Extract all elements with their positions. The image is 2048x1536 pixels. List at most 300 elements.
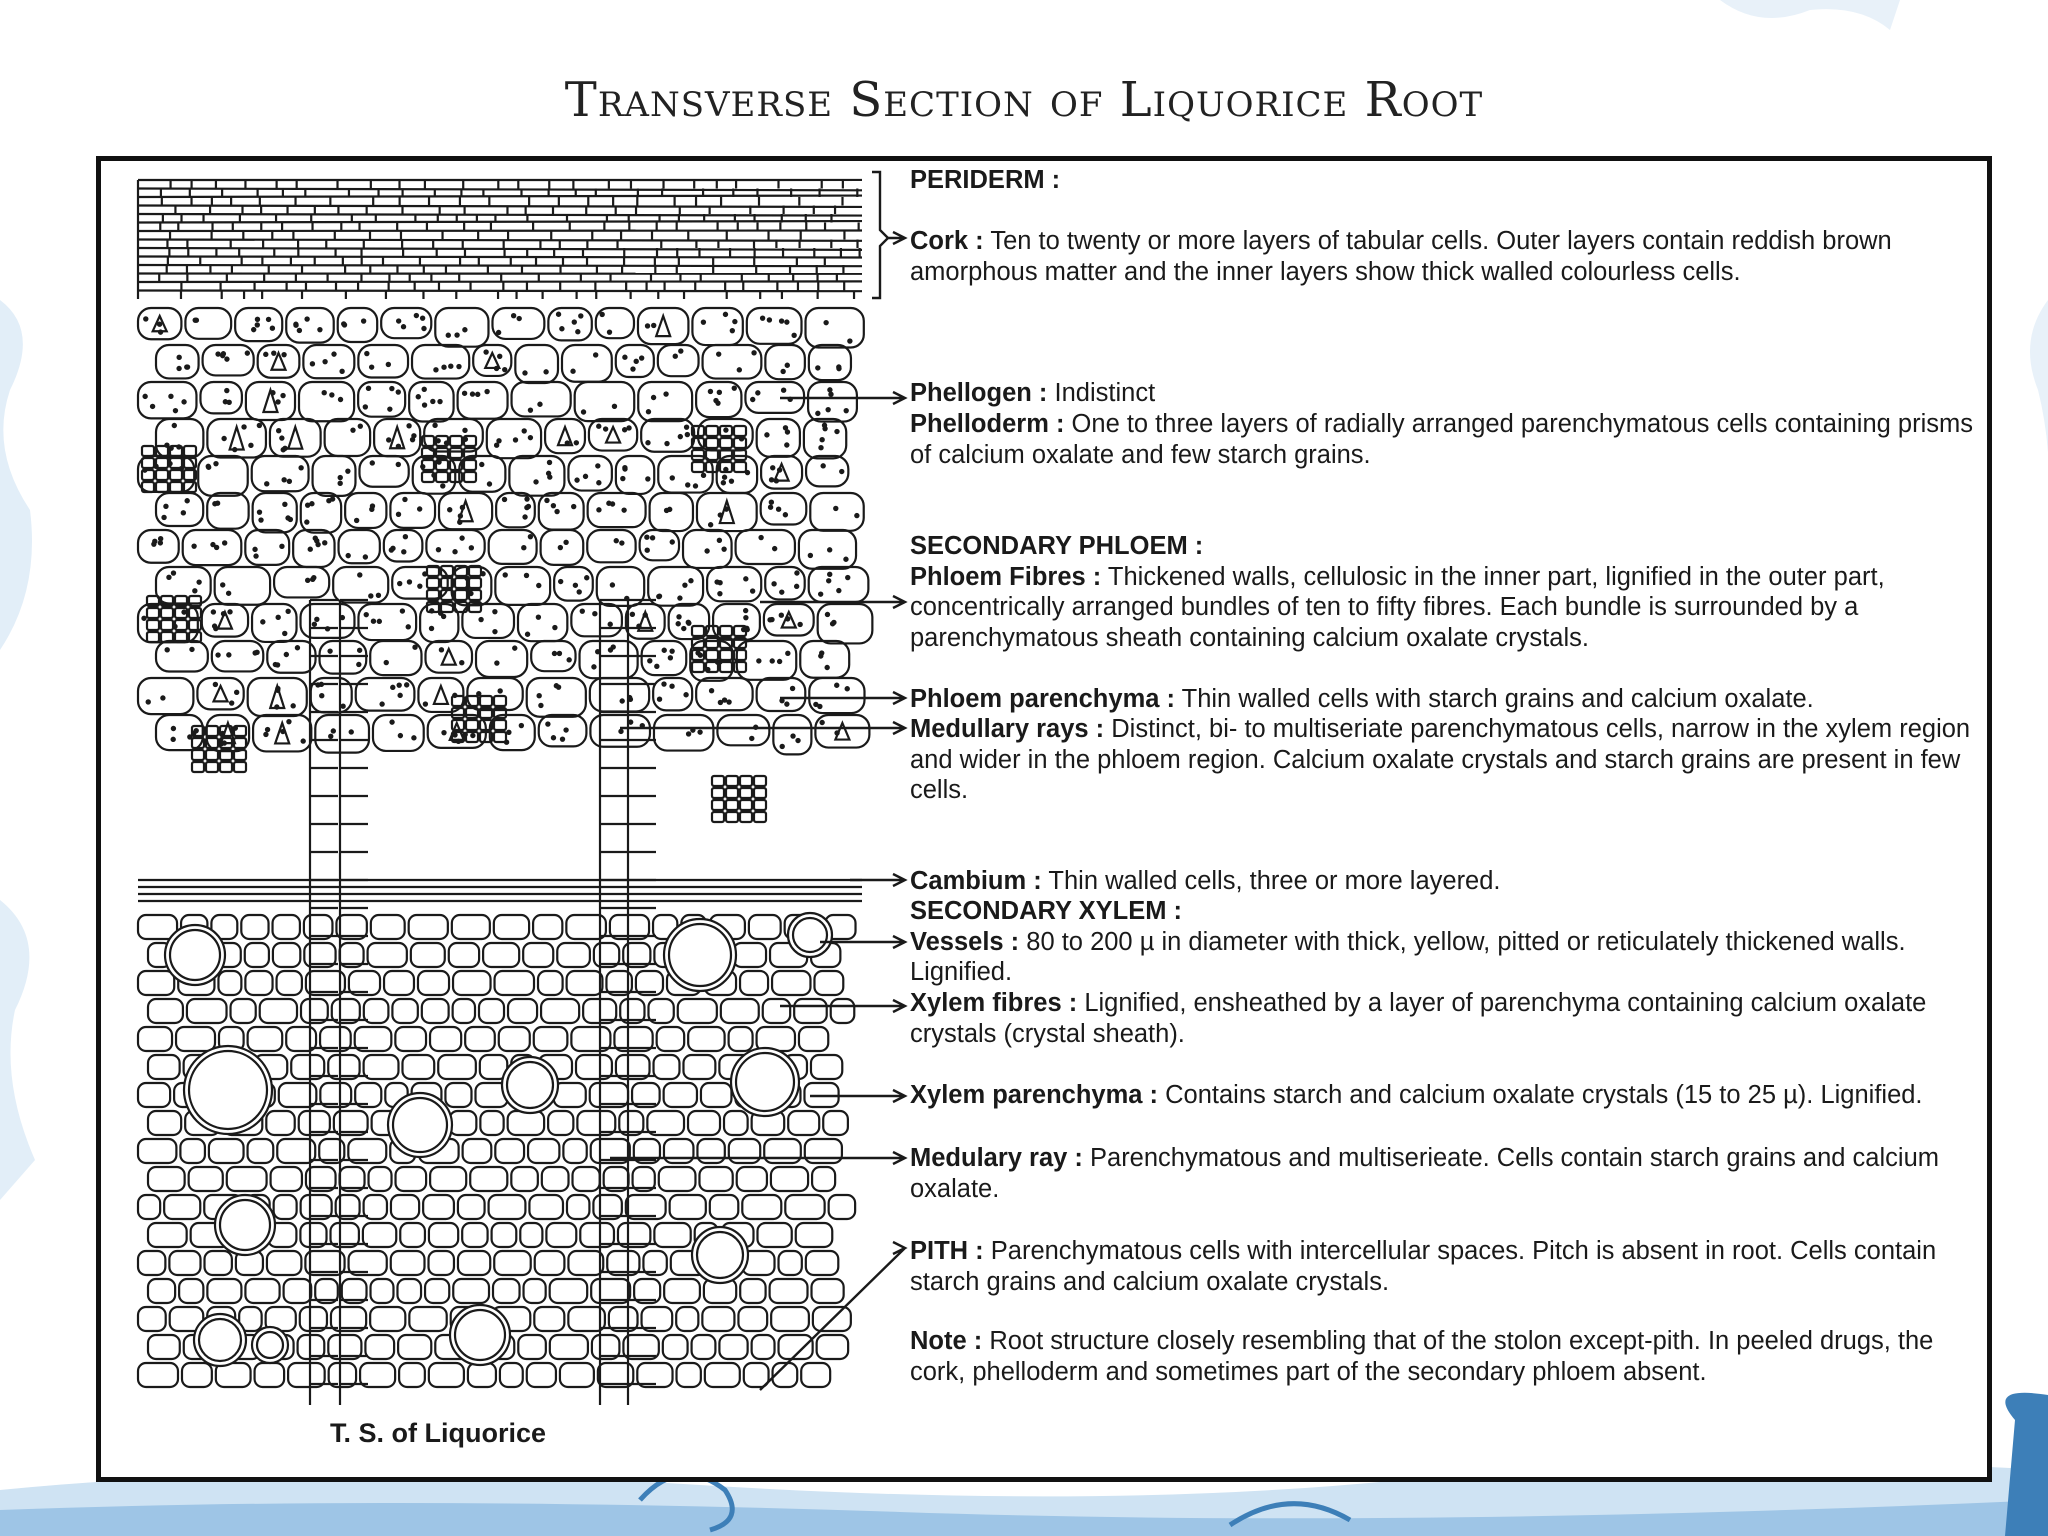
annotation-term: Medullary rays : [910, 715, 1105, 743]
starch-grain [387, 438, 390, 441]
xylem-cell [811, 1055, 842, 1079]
starch-grain [223, 437, 226, 440]
xylem-cell [231, 999, 256, 1023]
starch-grain [529, 409, 532, 412]
phloem-fibre [234, 762, 246, 772]
starch-grain [558, 652, 561, 655]
parenchyma-cell [809, 345, 851, 380]
parenchyma-cell [138, 382, 196, 418]
starch-grain [158, 323, 161, 326]
starch-grain [828, 573, 831, 576]
parenchyma-cell [313, 456, 356, 496]
starch-grain [434, 368, 437, 371]
xylem-cell [764, 1139, 801, 1163]
starch-grain [341, 370, 344, 373]
xylem-cell [449, 943, 479, 967]
starch-grain [421, 317, 424, 320]
starch-grain [669, 656, 672, 659]
starch-grain [597, 481, 600, 484]
phloem-fibre [754, 800, 766, 810]
xylem-cell [148, 1279, 175, 1303]
starch-grain [846, 576, 849, 579]
annotation-xylem-parenchyma [910, 1080, 1980, 1111]
starch-grain [686, 483, 689, 486]
cork-layer [138, 265, 862, 266]
parenchyma-cell [299, 382, 354, 421]
xylem-cell [227, 1167, 267, 1191]
starch-grain [331, 497, 334, 500]
parenchyma-cell [587, 530, 635, 562]
starch-grain [786, 364, 789, 367]
starch-grain [174, 409, 177, 412]
starch-grain [663, 649, 666, 652]
starch-grain [265, 482, 268, 485]
starch-grain [757, 659, 760, 662]
starch-grain [597, 425, 600, 428]
starch-grain [305, 520, 308, 523]
xylem-cell [654, 1055, 680, 1079]
annotation-term: Xylem fibres : [910, 989, 1078, 1017]
starch-grain [744, 577, 747, 580]
starch-grain [652, 324, 655, 327]
starch-grain [495, 444, 498, 447]
parenchyma-cell [315, 715, 369, 753]
annotation-term: Cork : [910, 227, 984, 255]
starch-grain [561, 738, 564, 741]
starch-grain [772, 582, 775, 585]
starch-grain [778, 660, 781, 663]
starch-grain [442, 615, 445, 618]
xylem-cell [702, 1307, 734, 1331]
xylem-cell [248, 1139, 274, 1163]
xylem-cell [494, 1251, 530, 1275]
starch-grain [777, 508, 780, 511]
medullary-rays-leader [620, 722, 905, 734]
cork-layer [138, 196, 862, 197]
annotation-term: Phelloderm : [910, 410, 1065, 438]
starch-grain [151, 405, 154, 408]
starch-grain [784, 513, 787, 516]
starch-grain [564, 728, 567, 731]
parenchyma-cell [425, 641, 472, 673]
starch-grain [302, 740, 305, 743]
starch-grain [405, 683, 408, 686]
starch-grain [283, 478, 286, 481]
xylem-vessel [664, 919, 736, 991]
xylem-cell [248, 1027, 283, 1051]
xylem-cell [688, 1111, 720, 1135]
starch-grain [339, 476, 342, 479]
phloem-fibre [142, 446, 154, 456]
starch-grain [786, 430, 789, 433]
xylem-cell [546, 1223, 576, 1247]
starch-grain [855, 514, 858, 517]
xylem-cell [205, 1251, 232, 1275]
xylem-vessel [692, 1227, 748, 1283]
parenchyma-cell [138, 456, 194, 492]
phloem-fibre [740, 800, 752, 810]
xylem-cell [721, 999, 759, 1023]
starch-grain [332, 729, 335, 732]
starch-grain [682, 627, 685, 630]
starch-grain [829, 393, 832, 396]
starch-grain [523, 429, 526, 432]
phloem-fibre [189, 620, 201, 630]
xylem-vessel [184, 1046, 272, 1134]
starch-grain [585, 576, 588, 579]
starch-grain [652, 396, 655, 399]
xylem-cell [814, 971, 843, 995]
starch-grain [471, 734, 474, 737]
xylem-cell [548, 1111, 573, 1135]
starch-grain [687, 732, 690, 735]
starch-grain [520, 724, 523, 727]
starch-grain [397, 463, 400, 466]
xylem-cell [508, 999, 537, 1023]
xylem-cell [409, 1307, 446, 1331]
parenchyma-cell [640, 530, 679, 560]
starch-grain [317, 543, 320, 546]
starch-grain [407, 625, 410, 628]
xylem-cell [418, 971, 449, 995]
xylem-cell [273, 943, 300, 967]
starch-grain [182, 400, 185, 403]
starch-grain [362, 319, 365, 322]
xylem-cell [740, 1279, 765, 1303]
starch-grain [164, 505, 167, 508]
starch-grain [664, 392, 667, 395]
starch-grain [261, 620, 264, 623]
starch-grain [142, 617, 145, 620]
annotation-cork [910, 226, 1980, 287]
starch-grain [780, 699, 783, 702]
parenchyma-cell [462, 604, 514, 638]
starch-grain [821, 438, 824, 441]
starch-grain [341, 705, 344, 708]
parenchyma-cell [156, 345, 199, 378]
annotation-text: Thin walled cells, three or more layered. [1048, 867, 1501, 895]
starch-grain [173, 424, 176, 427]
phloem-fibre [692, 462, 704, 472]
starch-grain [194, 319, 197, 322]
annotation-term: PITH : [910, 1237, 984, 1265]
parenchyma-cell [156, 641, 208, 672]
xylem-cell [138, 1027, 172, 1051]
starch-grain [623, 356, 626, 359]
starch-grain [495, 661, 498, 664]
starch-grain [646, 549, 649, 552]
starch-grain [597, 508, 600, 511]
xylem-cell [528, 1139, 559, 1163]
annotation-text: Contains starch and calcium oxalate crystals (15 to 25 µ). Lignified. [1165, 1081, 1923, 1109]
parenchyma-cell [274, 567, 329, 597]
xylem-cell [180, 1139, 205, 1163]
starch-grain [418, 507, 421, 510]
starch-grain [378, 620, 381, 623]
xylem-cell [563, 1139, 586, 1163]
xylem-cell [241, 915, 268, 939]
annotation-medulary-ray [910, 1143, 1980, 1204]
starch-grain [785, 443, 788, 446]
starch-grain [559, 546, 562, 549]
xylem-vessel [165, 925, 225, 985]
starch-grain [499, 689, 502, 692]
starch-grain [581, 610, 584, 613]
xylem-cell [817, 1335, 848, 1359]
parenchyma-cell [138, 678, 193, 714]
xylem-cell [425, 1279, 449, 1303]
calcium-oxalate-crystal [459, 501, 473, 521]
starch-grain [283, 632, 286, 635]
starch-grain [601, 313, 604, 316]
starch-grain [627, 426, 630, 429]
starch-grain [364, 405, 367, 408]
starch-grain [816, 366, 819, 369]
starch-grain [211, 543, 214, 546]
xylem-cell [148, 1055, 180, 1079]
starch-grain [457, 365, 460, 368]
starch-grain [274, 663, 277, 666]
starch-grain [312, 576, 315, 579]
xylem-cell [445, 1083, 471, 1107]
parenchyma-cell [358, 604, 416, 640]
starch-grain [503, 498, 506, 501]
calcium-oxalate-crystal [230, 427, 244, 450]
xylem-vessel [502, 1057, 558, 1113]
starch-grain [609, 648, 612, 651]
parenchyma-cell [757, 419, 800, 457]
starch-grain [523, 515, 526, 518]
starch-grain [216, 502, 219, 505]
xylem-cell [271, 1167, 302, 1191]
starch-grain [593, 612, 596, 615]
starch-grain [662, 682, 665, 685]
phloem-fibre [720, 650, 732, 660]
starch-grain [195, 729, 198, 732]
parenchyma-cell [200, 382, 241, 413]
xylem-cell [492, 1223, 517, 1247]
starch-grain [677, 615, 680, 618]
starch-grain [285, 653, 288, 656]
xylem-cell [772, 971, 810, 995]
starch-grain [671, 476, 674, 479]
starch-grain [207, 466, 210, 469]
xylem-cell [831, 999, 855, 1023]
parenchyma-cell [703, 345, 762, 379]
starch-grain [159, 541, 162, 544]
starch-grain [621, 477, 624, 480]
parenchyma-cell [736, 530, 795, 564]
phloem-fibre [754, 776, 766, 786]
starch-grain [365, 352, 368, 355]
starch-grain [388, 408, 391, 411]
starch-grain [397, 513, 400, 516]
xylem-cell [267, 1251, 301, 1275]
starch-grain [760, 536, 763, 539]
xylem-cell [489, 1195, 526, 1219]
annotation-term: Medulary ray : [910, 1144, 1083, 1172]
starch-grain [281, 394, 284, 397]
xylem-cell [453, 971, 490, 995]
parenchyma-cell [258, 345, 300, 378]
starch-grain [332, 353, 335, 356]
starch-grain [678, 597, 681, 600]
xylem-cell [535, 1251, 565, 1275]
starch-grain [568, 658, 571, 661]
starch-grain [840, 470, 843, 473]
parenchyma-cell [650, 493, 693, 531]
xylem-cell [209, 1139, 244, 1163]
starch-grain [437, 548, 440, 551]
starch-grain [390, 387, 393, 390]
starch-grain [604, 427, 607, 430]
starch-grain [417, 395, 420, 398]
xylem-cell [458, 1195, 485, 1219]
xylem-cell [465, 1027, 495, 1051]
starch-grain [398, 582, 401, 585]
parenchyma-cell [658, 345, 699, 376]
parenchyma-cell [293, 530, 334, 567]
starch-grain [477, 692, 480, 695]
xylem-cell [511, 1167, 538, 1191]
starch-grain [557, 313, 560, 316]
xylem-cell [538, 971, 563, 995]
parenchyma-cell [459, 456, 505, 492]
starch-grain [169, 395, 172, 398]
xylem-cell [187, 999, 227, 1023]
starch-grain [399, 734, 402, 737]
starch-grain [596, 464, 599, 467]
starch-grain [818, 705, 821, 708]
starch-grain [423, 388, 426, 391]
parenchyma-cell [156, 493, 203, 526]
xylem-cell [479, 999, 504, 1023]
xylem-cell [423, 1195, 454, 1219]
xylem-cell [701, 1083, 731, 1107]
starch-grain [235, 691, 238, 694]
starch-grain [351, 429, 354, 432]
starch-grain [254, 554, 257, 557]
starch-grain [619, 730, 622, 733]
starch-grain [525, 497, 528, 500]
parenchyma-cell [185, 308, 231, 339]
starch-grain [752, 351, 755, 354]
starch-grain [188, 735, 191, 738]
xylem-cell [391, 1251, 425, 1275]
phloem-fibre [464, 472, 476, 482]
starch-grain [548, 476, 551, 479]
starch-grain [816, 412, 819, 415]
starch-grain [402, 550, 405, 553]
starch-grain [447, 334, 450, 337]
starch-grain [709, 390, 712, 393]
starch-grain [418, 585, 421, 588]
phloem-fibre [740, 812, 752, 822]
starch-grain [254, 651, 257, 654]
xylem-cell [699, 1167, 732, 1191]
xylem-cell [568, 1251, 603, 1275]
starch-grain [277, 616, 280, 619]
starch-grain [401, 609, 404, 612]
starch-grain [343, 323, 346, 326]
starch-grain [555, 684, 558, 687]
xylem-cell [218, 971, 241, 995]
starch-grain [553, 652, 556, 655]
annotation-text: Lignified, ensheathed by a layer of parenchyma containing calcium oxalate crystals (crystal sheath). [910, 989, 1927, 1048]
starch-grain [559, 580, 562, 583]
starch-grain [190, 648, 193, 651]
parenchyma-cell [426, 530, 484, 562]
starch-grain [809, 554, 812, 557]
xylem-cell [138, 1139, 176, 1163]
starch-grain [488, 482, 491, 485]
xylem-cell [452, 915, 490, 939]
xylem-cell [533, 915, 562, 939]
xylem-cell [164, 1195, 200, 1219]
starch-grain [571, 370, 574, 373]
annotation-term: Phellogen : [910, 379, 1048, 407]
xylem-cell [770, 1279, 808, 1303]
parenchyma-cell [412, 345, 469, 379]
starch-grain [391, 547, 394, 550]
starch-grain [751, 589, 754, 592]
phloem-fibre [494, 696, 506, 706]
starch-grain [258, 424, 261, 427]
xylem-cell [737, 1167, 767, 1191]
background-splash [1720, 0, 1900, 30]
starch-grain [733, 387, 736, 390]
xylem-cell [138, 1195, 160, 1219]
annotation-term: Note : [910, 1327, 983, 1355]
starch-grain [529, 535, 532, 538]
annotation-text: Indistinct [1054, 379, 1156, 407]
phellogen-leader [780, 392, 905, 404]
starch-grain [216, 653, 219, 656]
phloem-fibre [436, 472, 448, 482]
starch-grain [329, 735, 332, 738]
xylem-cell [483, 943, 519, 967]
xylem-cell [468, 1363, 496, 1387]
starch-grain [431, 400, 434, 403]
annotation-pith [910, 1236, 1980, 1297]
starch-grain [397, 390, 400, 393]
annotation-xylem-fibres [910, 988, 1980, 1049]
annotation-heading: SECONDARY XYLEM : [910, 897, 1183, 925]
phloem-fibre [156, 482, 168, 492]
starch-grain [391, 686, 394, 689]
starch-grain [826, 666, 829, 669]
phloem-fibre [726, 800, 738, 810]
starch-grain [668, 508, 671, 511]
parenchyma-cell [325, 419, 370, 456]
starch-grain [629, 721, 632, 724]
starch-grain [574, 584, 577, 587]
starch-grain [221, 354, 224, 357]
xylem-cell [534, 1307, 564, 1331]
parenchyma-cell [512, 382, 571, 416]
starch-grain [575, 479, 578, 482]
starch-grain [608, 331, 611, 334]
starch-grain [526, 633, 529, 636]
xylem-cell [664, 1279, 700, 1303]
cork-layer [138, 206, 862, 207]
starch-grain [440, 648, 443, 651]
xylem-cell [670, 1195, 706, 1219]
phloem-fibre [740, 788, 752, 798]
starch-grain [607, 502, 610, 505]
starch-grain [385, 661, 388, 664]
starch-grain [287, 610, 290, 613]
